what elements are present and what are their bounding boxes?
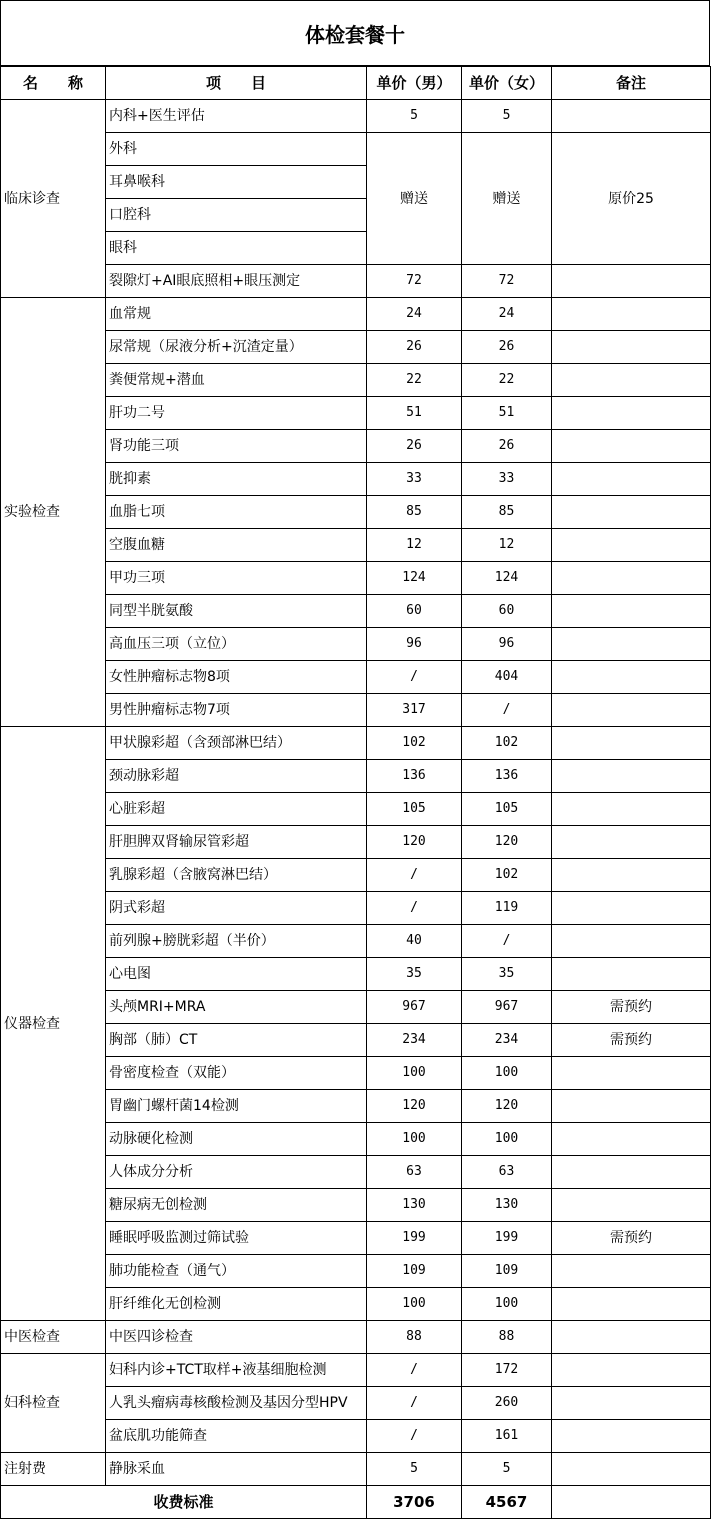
item-cell: 心脏彩超	[106, 793, 367, 826]
note-cell	[552, 463, 711, 496]
table-row	[1, 430, 711, 463]
item-cell: 粪便常规+潜血	[106, 364, 367, 397]
table-row	[1, 793, 711, 826]
note-cell	[552, 265, 711, 298]
item-cell: 人乳头瘤病毒核酸检测及基因分型HPV	[106, 1387, 367, 1420]
note-cell: 需预约	[552, 1222, 711, 1255]
table-row	[1, 1090, 711, 1123]
price-male-cell: 22	[367, 364, 462, 397]
price-male-cell: 35	[367, 958, 462, 991]
price-female-cell: 赠送	[462, 133, 552, 265]
header-price-male: 单价（男）	[367, 67, 462, 100]
price-male-cell: 124	[367, 562, 462, 595]
item-cell: 胃幽门螺杆菌14检测	[106, 1090, 367, 1123]
item-cell: 口腔科	[106, 199, 367, 232]
price-male-cell: /	[367, 1354, 462, 1387]
note-cell: 原价25	[552, 133, 711, 265]
price-female-cell: 72	[462, 265, 552, 298]
item-cell: 血常规	[106, 298, 367, 331]
price-male-cell: 130	[367, 1189, 462, 1222]
item-cell: 耳鼻喉科	[106, 166, 367, 199]
table-row	[1, 562, 711, 595]
total-note	[552, 1486, 711, 1519]
table-row	[1, 463, 711, 496]
price-male-cell: 26	[367, 331, 462, 364]
price-male-cell: 967	[367, 991, 462, 1024]
note-cell	[552, 859, 711, 892]
price-male-cell: /	[367, 1420, 462, 1453]
total-label: 收费标准	[1, 1486, 367, 1519]
price-female-cell: 124	[462, 562, 552, 595]
total-female: 4567	[462, 1486, 552, 1519]
price-female-cell: /	[462, 925, 552, 958]
price-male-cell: 33	[367, 463, 462, 496]
price-male-cell: /	[367, 892, 462, 925]
table-row	[1, 1354, 711, 1387]
price-female-cell: 5	[462, 1453, 552, 1486]
note-cell	[552, 1090, 711, 1123]
item-cell: 尿常规（尿液分析+沉渣定量）	[106, 331, 367, 364]
price-male-cell: 赠送	[367, 133, 462, 265]
price-male-cell: 40	[367, 925, 462, 958]
item-cell: 外科	[106, 133, 367, 166]
price-female-cell: 100	[462, 1057, 552, 1090]
item-cell: 高血压三项（立位）	[106, 628, 367, 661]
item-cell: 阴式彩超	[106, 892, 367, 925]
price-female-cell: 12	[462, 529, 552, 562]
price-male-cell: 5	[367, 1453, 462, 1486]
table-row	[1, 1123, 711, 1156]
header-name: 名 称	[1, 67, 106, 100]
item-cell: 睡眠呼吸监测过筛试验	[106, 1222, 367, 1255]
note-cell	[552, 1288, 711, 1321]
table-row	[1, 133, 711, 166]
price-male-cell: 85	[367, 496, 462, 529]
price-female-cell: 136	[462, 760, 552, 793]
note-cell	[552, 1156, 711, 1189]
category-cell: 仪器检查	[1, 727, 106, 1321]
price-female-cell: 172	[462, 1354, 552, 1387]
price-male-cell: 109	[367, 1255, 462, 1288]
table-row	[1, 1387, 711, 1420]
total-male: 3706	[367, 1486, 462, 1519]
price-female-cell: 96	[462, 628, 552, 661]
price-female-cell: /	[462, 694, 552, 727]
note-cell	[552, 1123, 711, 1156]
note-cell	[552, 1453, 711, 1486]
item-cell: 甲功三项	[106, 562, 367, 595]
price-male-cell: 63	[367, 1156, 462, 1189]
table-row	[1, 760, 711, 793]
note-cell	[552, 529, 711, 562]
page-title: 体检套餐十	[0, 0, 710, 66]
price-female-cell: 967	[462, 991, 552, 1024]
price-male-cell: 317	[367, 694, 462, 727]
note-cell	[552, 661, 711, 694]
note-cell	[552, 1387, 711, 1420]
item-cell: 肾功能三项	[106, 430, 367, 463]
table-row	[1, 826, 711, 859]
price-female-cell: 120	[462, 826, 552, 859]
price-male-cell: 136	[367, 760, 462, 793]
table-row	[1, 727, 711, 760]
table-row	[1, 397, 711, 430]
header-row	[1, 67, 711, 100]
price-male-cell: 72	[367, 265, 462, 298]
price-male-cell: 100	[367, 1288, 462, 1321]
price-female-cell: 35	[462, 958, 552, 991]
price-male-cell: 199	[367, 1222, 462, 1255]
price-female-cell: 26	[462, 430, 552, 463]
note-cell	[552, 364, 711, 397]
note-cell	[552, 1189, 711, 1222]
total-row	[1, 1486, 711, 1519]
header-price-female: 单价（女）	[462, 67, 552, 100]
note-cell	[552, 826, 711, 859]
price-female-cell: 234	[462, 1024, 552, 1057]
item-cell: 静脉采血	[106, 1453, 367, 1486]
price-female-cell: 404	[462, 661, 552, 694]
table-row	[1, 331, 711, 364]
note-cell: 需预约	[552, 991, 711, 1024]
price-female-cell: 130	[462, 1189, 552, 1222]
item-cell: 骨密度检查（双能）	[106, 1057, 367, 1090]
note-cell	[552, 1057, 711, 1090]
price-male-cell: 60	[367, 595, 462, 628]
table-row	[1, 529, 711, 562]
note-cell	[552, 562, 711, 595]
table-row	[1, 1453, 711, 1486]
note-cell	[552, 760, 711, 793]
item-cell: 乳腺彩超（含腋窝淋巴结）	[106, 859, 367, 892]
table-row	[1, 1024, 711, 1057]
price-female-cell: 63	[462, 1156, 552, 1189]
price-male-cell: 24	[367, 298, 462, 331]
table-row	[1, 628, 711, 661]
note-cell	[552, 793, 711, 826]
price-female-cell: 119	[462, 892, 552, 925]
price-male-cell: 12	[367, 529, 462, 562]
price-female-cell: 60	[462, 595, 552, 628]
note-cell	[552, 1255, 711, 1288]
note-cell	[552, 892, 711, 925]
note-cell	[552, 628, 711, 661]
table-row	[1, 1057, 711, 1090]
price-male-cell: 105	[367, 793, 462, 826]
note-cell	[552, 727, 711, 760]
price-male-cell: 100	[367, 1057, 462, 1090]
table-row	[1, 1189, 711, 1222]
item-cell: 妇科内诊+TCT取样+液基细胞检测	[106, 1354, 367, 1387]
price-female-cell: 5	[462, 100, 552, 133]
table-row	[1, 859, 711, 892]
price-female-cell: 85	[462, 496, 552, 529]
price-male-cell: 100	[367, 1123, 462, 1156]
price-male-cell: 88	[367, 1321, 462, 1354]
price-female-cell: 100	[462, 1288, 552, 1321]
item-cell: 男性肿瘤标志物7项	[106, 694, 367, 727]
table-row	[1, 1255, 711, 1288]
item-cell: 前列腺+膀胱彩超（半价）	[106, 925, 367, 958]
price-female-cell: 22	[462, 364, 552, 397]
price-female-cell: 100	[462, 1123, 552, 1156]
note-cell	[552, 925, 711, 958]
table-row	[1, 298, 711, 331]
price-female-cell: 161	[462, 1420, 552, 1453]
price-table	[0, 66, 711, 1519]
price-female-cell: 51	[462, 397, 552, 430]
price-male-cell: /	[367, 661, 462, 694]
item-cell: 动脉硬化检测	[106, 1123, 367, 1156]
price-female-cell: 26	[462, 331, 552, 364]
price-male-cell: 120	[367, 1090, 462, 1123]
table-row	[1, 958, 711, 991]
price-male-cell: 5	[367, 100, 462, 133]
price-female-cell: 105	[462, 793, 552, 826]
price-female-cell: 109	[462, 1255, 552, 1288]
price-female-cell: 88	[462, 1321, 552, 1354]
item-cell: 女性肿瘤标志物8项	[106, 661, 367, 694]
item-cell: 内科+医生评估	[106, 100, 367, 133]
price-male-cell: 51	[367, 397, 462, 430]
note-cell	[552, 694, 711, 727]
price-female-cell: 33	[462, 463, 552, 496]
table-row	[1, 100, 711, 133]
note-cell	[552, 496, 711, 529]
note-cell	[552, 595, 711, 628]
item-cell: 空腹血糖	[106, 529, 367, 562]
item-cell: 颈动脉彩超	[106, 760, 367, 793]
note-cell	[552, 1354, 711, 1387]
item-cell: 肝胆脾双肾输尿管彩超	[106, 826, 367, 859]
item-cell: 人体成分分析	[106, 1156, 367, 1189]
item-cell: 糖尿病无创检测	[106, 1189, 367, 1222]
item-cell: 血脂七项	[106, 496, 367, 529]
item-cell: 胱抑素	[106, 463, 367, 496]
table-row	[1, 364, 711, 397]
category-cell: 妇科检查	[1, 1354, 106, 1453]
category-cell: 实验检查	[1, 298, 106, 727]
price-male-cell: 120	[367, 826, 462, 859]
table-row	[1, 1222, 711, 1255]
note-cell: 需预约	[552, 1024, 711, 1057]
item-cell: 裂隙灯+AI眼底照相+眼压测定	[106, 265, 367, 298]
table-row	[1, 925, 711, 958]
note-cell	[552, 1321, 711, 1354]
category-cell: 中医检查	[1, 1321, 106, 1354]
item-cell: 头颅MRI+MRA	[106, 991, 367, 1024]
table-row	[1, 892, 711, 925]
price-female-cell: 102	[462, 859, 552, 892]
note-cell	[552, 430, 711, 463]
table-row	[1, 1420, 711, 1453]
category-cell: 临床诊查	[1, 100, 106, 298]
item-cell: 肺功能检查（通气）	[106, 1255, 367, 1288]
price-female-cell: 102	[462, 727, 552, 760]
price-female-cell: 260	[462, 1387, 552, 1420]
table-row	[1, 991, 711, 1024]
note-cell	[552, 100, 711, 133]
table-row	[1, 1321, 711, 1354]
table-row	[1, 595, 711, 628]
item-cell: 中医四诊检查	[106, 1321, 367, 1354]
price-male-cell: /	[367, 1387, 462, 1420]
item-cell: 肝功二号	[106, 397, 367, 430]
item-cell: 胸部（肺）CT	[106, 1024, 367, 1057]
note-cell	[552, 1420, 711, 1453]
note-cell	[552, 298, 711, 331]
header-note: 备注	[552, 67, 711, 100]
note-cell	[552, 397, 711, 430]
table-row	[1, 265, 711, 298]
item-cell: 心电图	[106, 958, 367, 991]
price-female-cell: 120	[462, 1090, 552, 1123]
price-female-cell: 24	[462, 298, 552, 331]
price-male-cell: 102	[367, 727, 462, 760]
header-item: 项 目	[106, 67, 367, 100]
table-row	[1, 694, 711, 727]
item-cell: 眼科	[106, 232, 367, 265]
price-female-cell: 199	[462, 1222, 552, 1255]
price-male-cell: 234	[367, 1024, 462, 1057]
table-row	[1, 1288, 711, 1321]
price-male-cell: 96	[367, 628, 462, 661]
item-cell: 肝纤维化无创检测	[106, 1288, 367, 1321]
note-cell	[552, 958, 711, 991]
table-row	[1, 661, 711, 694]
item-cell: 同型半胱氨酸	[106, 595, 367, 628]
category-cell: 注射费	[1, 1453, 106, 1486]
note-cell	[552, 331, 711, 364]
table-row	[1, 496, 711, 529]
table-row	[1, 1156, 711, 1189]
price-male-cell: /	[367, 859, 462, 892]
item-cell: 甲状腺彩超（含颈部淋巴结）	[106, 727, 367, 760]
price-male-cell: 26	[367, 430, 462, 463]
item-cell: 盆底肌功能筛查	[106, 1420, 367, 1453]
